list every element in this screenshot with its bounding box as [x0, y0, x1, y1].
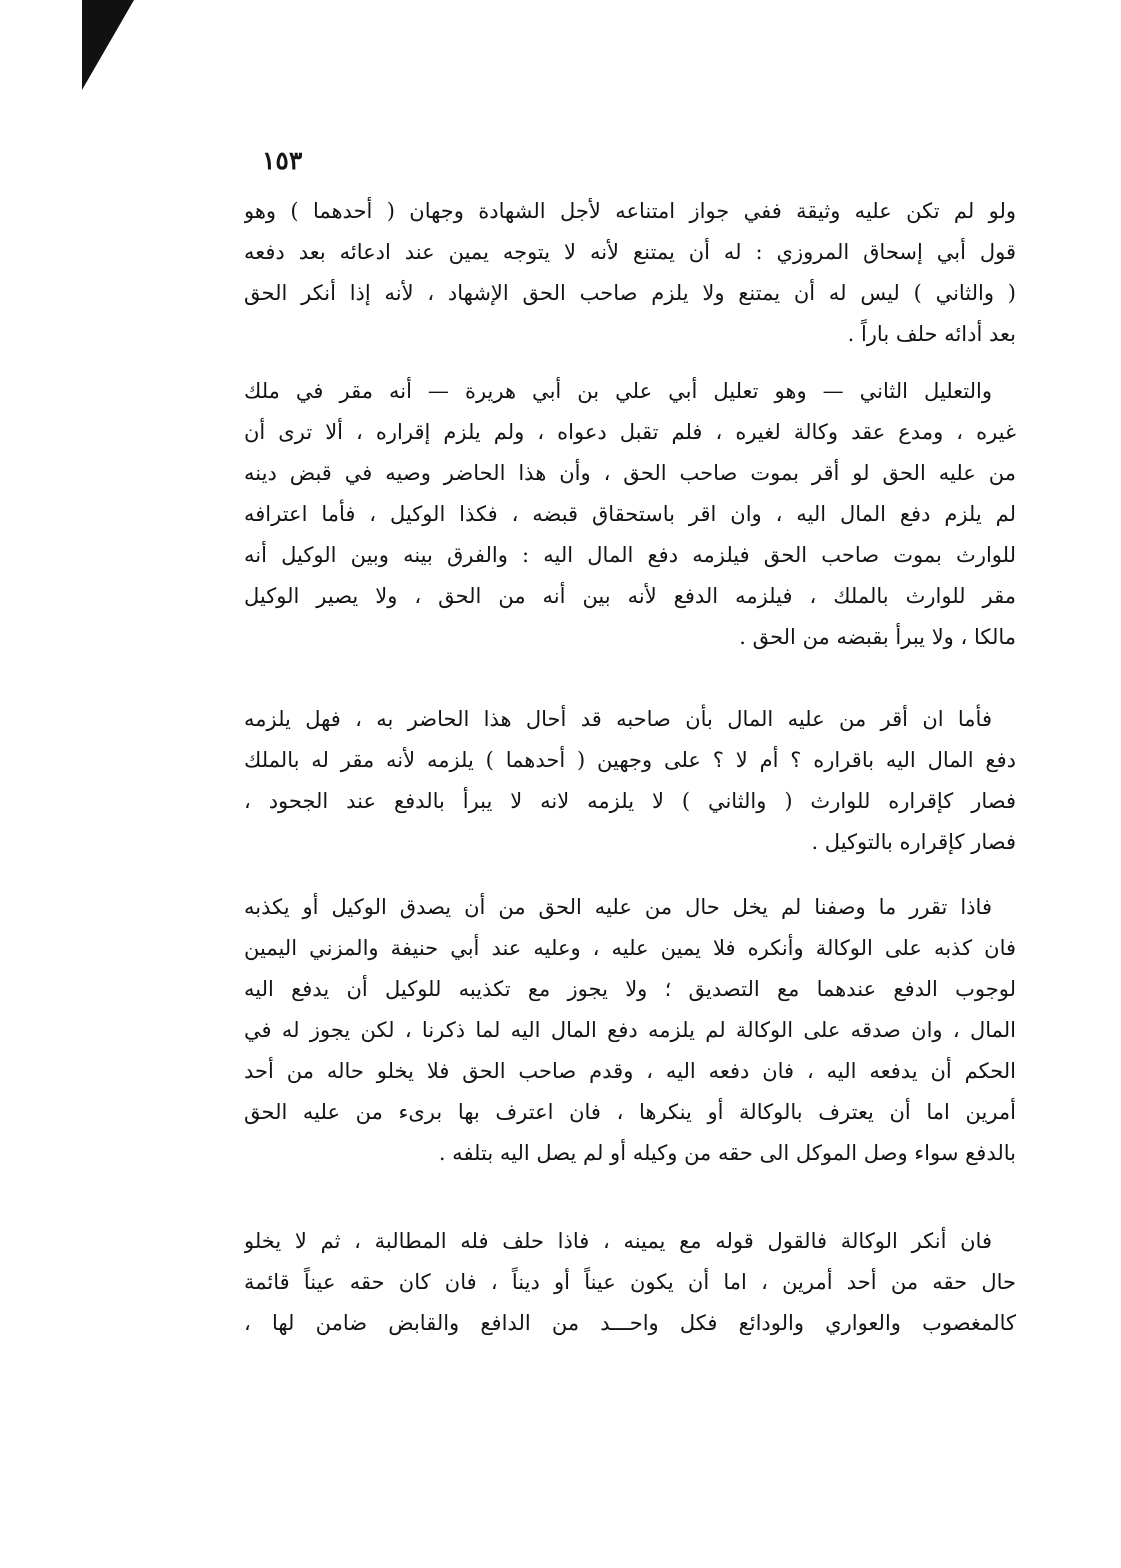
- text-line: من عليه الحق لو أقر بموت صاحب الحق ، وأن هذا الحاضر وصيه في قبض دينه: [244, 461, 1016, 485]
- text-line: فاذا تقرر ما وصفنا لم يخل حال من عليه الحق من أن يصدق الوكيل أو يكذبه: [244, 895, 992, 919]
- text-line: حال حقه من أحد أمرين ، اما أن يكون عيناً أو ديناً ، فان كان حقه عيناً قائمة: [244, 1270, 1016, 1294]
- text-line: فصار كإقراره للوارث ( والثاني ) لا يلزمه لانه لا يبرأ بالدفع عند الجحود ،: [244, 789, 1016, 813]
- text-line: لوجوب الدفع عندهما مع التصديق ؛ ولا يجوز مع تكذيبه للوكيل أن يدفع اليه: [244, 977, 1016, 1001]
- paragraph-3: [244, 700, 1016, 864]
- text-line: فان أنكر الوكالة فالقول قوله مع يمينه ، فاذا حلف فله المطالبة ، ثم لا يخلو: [244, 1229, 992, 1253]
- paragraph-2: [244, 372, 1016, 659]
- text-line: قول أبي إسحاق المروزي : له أن يمتنع لأنه لا يتوجه يمين عند ادعائه بعد دفعه: [244, 240, 1016, 264]
- text-line: ( والثاني ) ليس له أن يمتنع ولا يلزم صاحب الحق الإشهاد ، لأنه إذا أنكر الحق: [244, 281, 1016, 305]
- text-line: لم يلزم دفع المال اليه ، وان اقر باستحقاق قبضه ، فكذا الوكيل ، فأما اعترافه: [244, 502, 1016, 526]
- text-line: ولو لم تكن عليه وثيقة ففي جواز امتناعه لأجل الشهادة وجهان ( أحدهما ) وهو: [244, 199, 1016, 223]
- text-line: بالدفع سواء وصل الموكل الى حقه من وكيله أو لم يصل اليه بتلفه .: [438, 1141, 1016, 1165]
- paragraph-4: [244, 888, 1016, 1175]
- text-line: كالمغصوب والعواري والودائع فكل واحـــد من الدافع والقابض ضامن لها ،: [244, 1311, 1016, 1335]
- text-line: والتعليل الثاني — وهو تعليل أبي علي بن أبي هريرة — أنه مقر في ملك: [244, 379, 992, 403]
- paragraph-1: [244, 192, 1016, 356]
- text-line: فأما ان أقر من عليه المال بأن صاحبه قد أحال هذا الحاضر به ، فهل يلزمه: [244, 707, 992, 731]
- corner-mark-shape: [82, 0, 134, 90]
- text-line: المال ، وان صدقه على الوكالة لم يلزمه دفع المال اليه لما ذكرنا ، لكن يجوز له في: [244, 1018, 1016, 1042]
- page-number: ١٥٣: [262, 146, 303, 175]
- text-line: دفع المال اليه باقراره ؟ أم لا ؟ على وجهين ( أحدهما ) يلزمه لأنه مقر له بالملك: [244, 748, 1016, 772]
- text-line: فان كذبه على الوكالة وأنكره فلا يمين عليه ، وعليه عند أبي حنيفة والمزني اليمين: [244, 936, 1016, 960]
- text-line: للوارث بموت صاحب الحق فيلزمه دفع المال اليه : والفرق بينه وبين الوكيل أنه: [244, 543, 1016, 567]
- text-line: أمرين اما أن يعترف بالوكالة أو ينكرها ، فان اعترف بها برىء من عليه الحق: [244, 1100, 1016, 1124]
- paragraph-5: [244, 1222, 1016, 1345]
- text-line: الحكم أن يدفعه اليه ، فان دفعه اليه ، وقدم صاحب الحق فلا يخلو حاله من أحد: [244, 1059, 1016, 1083]
- text-line: بعد أدائه حلف باراً .: [847, 322, 1016, 346]
- text-line: مالكا ، ولا يبرأ بقبضه من الحق .: [739, 625, 1016, 649]
- text-line: مقر للوارث بالملك ، فيلزمه الدفع لأنه بين أنه من الحق ، ولا يصير الوكيل: [244, 584, 1016, 608]
- text-line: فصار كإقراره بالتوكيل .: [811, 830, 1016, 854]
- text-line: غيره ، ومدع عقد وكالة لغيره ، فلم تقبل دعواه ، ولم يلزم إقراره ، ألا ترى أن: [244, 420, 1016, 444]
